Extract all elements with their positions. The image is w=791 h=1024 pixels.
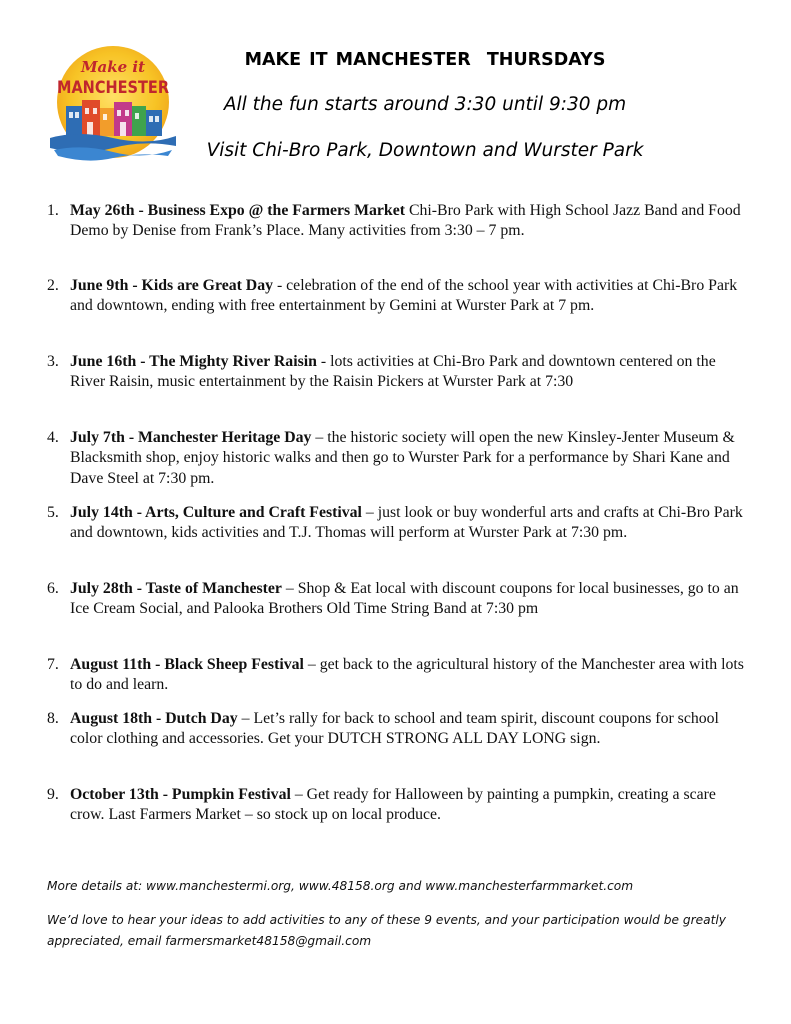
event-description: Chi-Bro Park with High School Jazz Band and Food Demo by Denise from Frank’s Place. Many activities from 3:30 – 7 pm. xyxy=(70,202,741,240)
event-text xyxy=(70,785,750,826)
event-title: June 16th - The Mighty River Raisin xyxy=(70,353,317,370)
event-number: 8. xyxy=(47,710,59,727)
event-text xyxy=(70,276,750,317)
event-number: 9. xyxy=(47,786,59,803)
event-number: 1. xyxy=(47,202,59,219)
hours-subtitle: All the fun starts around 3:30 until 9:30 pm xyxy=(223,94,627,115)
event-title: July 14th - Arts, Culture and Craft Festival xyxy=(70,504,362,521)
event-title: August 18th - Dutch Day xyxy=(70,710,238,727)
event-text xyxy=(70,428,750,489)
locations-subtitle: Visit Chi-Bro Park, Downtown and Wurster Park xyxy=(206,140,644,161)
event-description: – the historic society will open the new Kinsley-Jenter Museum & Blacksmith shop, enjoy historic walks and then go to Wurster Park for a performance by Shari Kane and Dave Steel at 7:30 pm. xyxy=(70,429,735,487)
event-description: – Get ready for Halloween by painting a pumpkin, creating a scare crow. Last Farmers Market – so stock up on local produce. xyxy=(70,786,716,824)
event-text xyxy=(70,709,750,750)
event-number: 3. xyxy=(47,353,59,370)
event-text xyxy=(70,352,750,393)
event-number: 2. xyxy=(47,277,59,294)
logo-line2: MANCHESTER xyxy=(57,78,169,98)
event-title: July 28th - Taste of Manchester xyxy=(70,580,282,597)
event-description: – Shop & Eat local with discount coupons for local businesses, go to an Ice Cream Social, and Palooka Brothers Old Time String Band at 7:30 pm xyxy=(70,580,739,618)
event-text xyxy=(70,201,750,242)
event-title: June 9th - Kids are Great Day xyxy=(70,277,274,294)
event-title: October 13th - Pumpkin Festival xyxy=(70,786,291,803)
event-number: 4. xyxy=(47,429,59,446)
event-description: – just look or buy wonderful arts and crafts at Chi-Bro Park and downtown, kids activities and T.J. Thomas will perform at Wurster Park at 7:30 pm. xyxy=(70,504,743,542)
event-description: - celebration of the end of the school year with activities at Chi-Bro Park and downtown, ending with free entertainment by Gemini at Wurster Park at 7 pm. xyxy=(70,277,738,315)
make-it-manchester-logo xyxy=(48,46,178,162)
event-text xyxy=(70,579,750,620)
event-number: 6. xyxy=(47,580,59,597)
event-number: 5. xyxy=(47,504,59,521)
event-description: – Let’s rally for back to school and team spirit, discount coupons for school color clothing and accessories. Get your DUTCH STRONG ALL DAY LONG sign. xyxy=(70,710,719,748)
details-links: More details at: www.manchestermi.org, www.48158.org and www.manchesterfarmmarket.com xyxy=(47,879,634,893)
event-title: August 11th - Black Sheep Festival xyxy=(70,656,304,673)
event-text xyxy=(70,655,750,696)
event-description: - lots activities at Chi-Bro Park and downtown centered on the River Raisin, music entertainment by the Raisin Pickers at Wurster Park at 7:30 xyxy=(70,353,716,391)
event-description: – get back to the agricultural history of the Manchester area with lots to do and learn. xyxy=(70,656,744,694)
event-text xyxy=(70,503,750,544)
event-number: 7. xyxy=(47,656,59,673)
logo-line1: Make it xyxy=(80,58,146,76)
flyer-title: MAKE IT MANCHESTER THURSDAYS xyxy=(244,50,606,70)
event-title: May 26th - Business Expo @ the Farmers Market xyxy=(70,202,405,219)
event-title: July 7th - Manchester Heritage Day xyxy=(70,429,312,446)
ideas-contact: We’d love to hear your ideas to add activities to any of these 9 events, and your participation would be greatly appreciated, email farmersmarket48158@gmail.com xyxy=(47,913,726,948)
